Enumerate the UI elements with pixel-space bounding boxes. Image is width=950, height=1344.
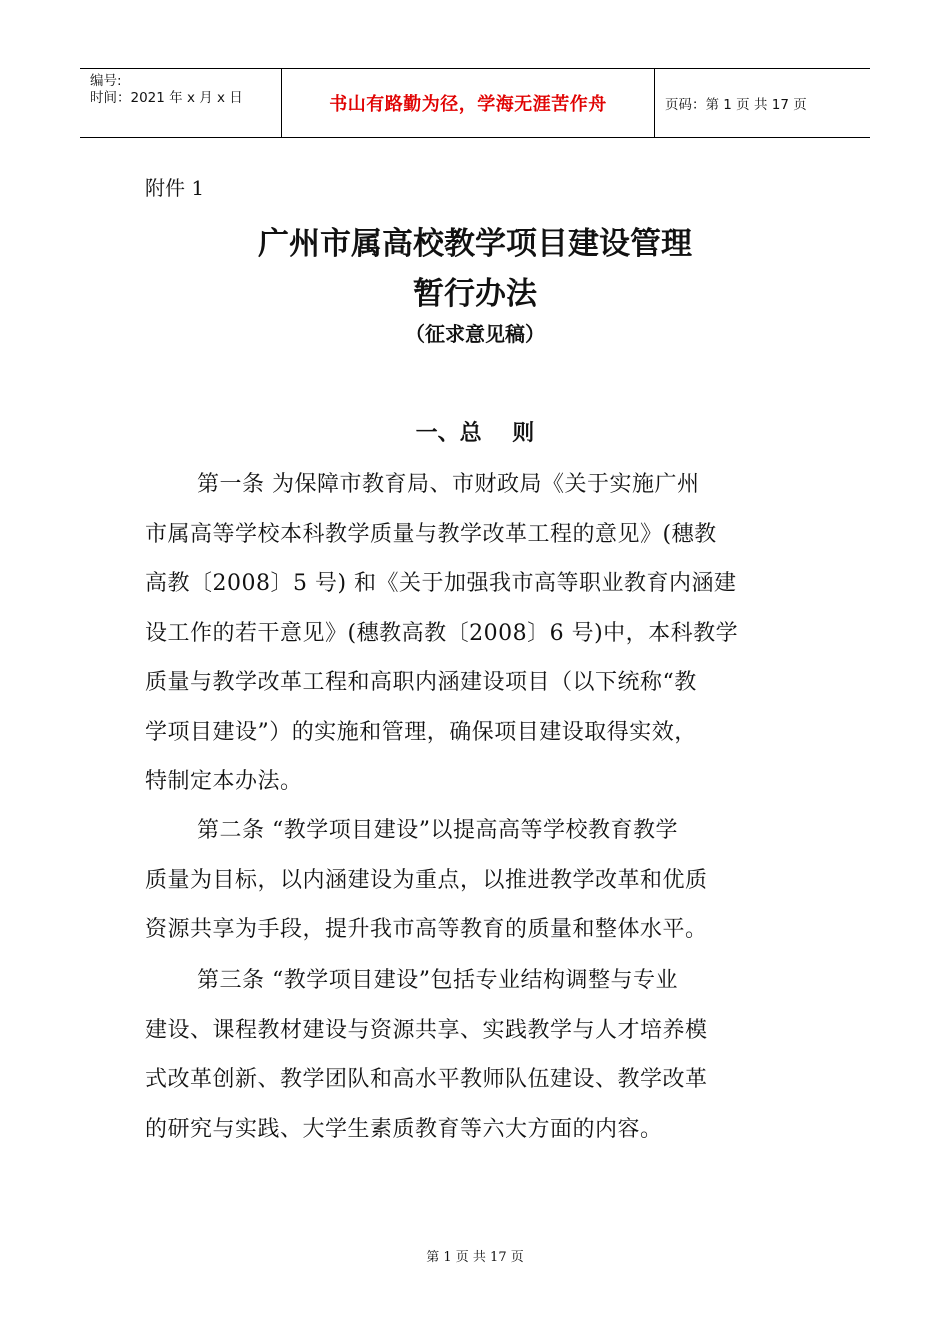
section-heading: 一、总 则: [415, 421, 535, 446]
article-2: [145, 806, 805, 955]
page-footer: 第 1 页 共 17 页: [426, 1250, 524, 1265]
header-motto: 书山有路勤为径，学海无涯苦作舟: [281, 69, 655, 137]
attachment-label: 附件 1: [145, 176, 205, 200]
article-line: 资源共享为手段，提升我市高等教育的质量和整体水平。: [145, 917, 708, 942]
article-line: 质量与教学改革工程和高职内涵建设项目（以下统称“教: [145, 670, 697, 695]
article-line: 设工作的若干意见》(穗教高教〔2008〕6 号)中，本科教学: [145, 620, 739, 646]
document-date: 时间：2021 年 x 月 x 日: [90, 90, 243, 106]
article-line: 第一条 为保障市教育局、市财政局《关于实施广州: [197, 472, 700, 497]
document-number-label: 编号:: [90, 73, 122, 89]
article-line: 第二条 “教学项目建设”以提高高等学校教育教学: [197, 818, 678, 843]
page-header: [80, 68, 870, 138]
article-line: 市属高等学校本科教学质量与教学改革工程的意见》(穗教: [145, 521, 717, 547]
article-line: 的研究与实践、大学生素质教育等六大方面的内容。: [145, 1116, 663, 1142]
article-line: 建设、课程教材建设与资源共享、实践教学与人才培养模: [145, 1017, 708, 1043]
document-title-line1: 广州市属高校教学项目建设管理: [258, 226, 692, 262]
article-line: 质量为目标，以内涵建设为重点，以推进教学改革和优质: [145, 867, 708, 893]
article-line: 特制定本办法。: [145, 769, 303, 794]
article-line: 式改革创新、教学团队和高水平教师队伍建设、教学改革: [145, 1067, 708, 1092]
document-title-line2: 暂行办法: [413, 276, 537, 312]
article-line: 高教〔2008〕5 号) 和《关于加强我市高等职业教育内涵建: [145, 571, 737, 596]
header-meta: [80, 69, 281, 137]
article-line: 学项目建设”）的实施和管理，确保项目建设取得实效，: [145, 719, 697, 745]
article-3: [145, 956, 805, 1154]
document-subtitle: （征求意见稿）: [405, 322, 545, 346]
header-page-info: 页码：第 1 页 共 17 页: [665, 97, 807, 113]
article-1: [145, 460, 805, 807]
article-line: 第三条 “教学项目建设”包括专业结构调整与专业: [197, 968, 678, 993]
